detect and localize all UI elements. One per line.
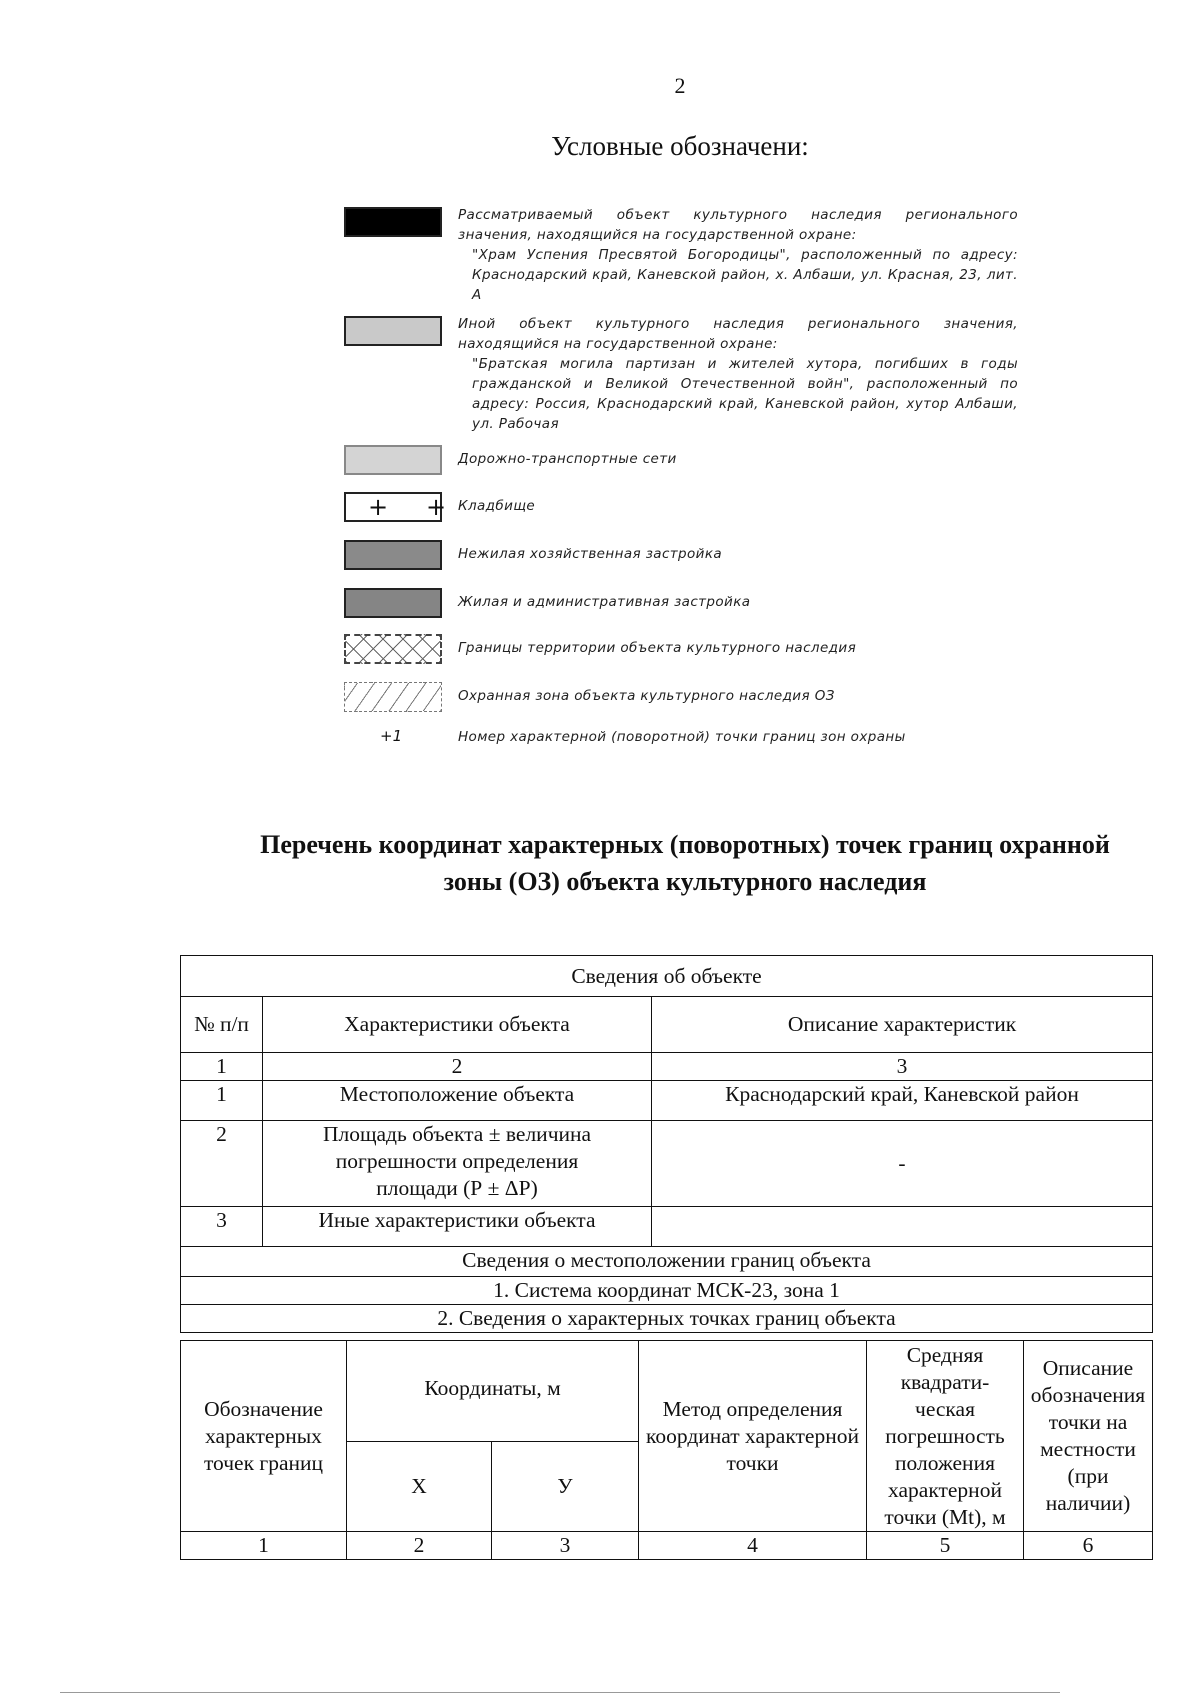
location-section-title: Сведения о местоположении границ объекта [181,1247,1153,1277]
table-row-number: 1 [181,1081,263,1121]
cross-icon: + [368,493,389,521]
legend-swatch-lightgray [344,316,442,346]
points-section-title: 2. Сведения о характерных точках границ объекта [181,1305,1153,1333]
legend-line: Иной объект культурного наследия регионального значения, находящийся на государственной охране: [458,316,1018,352]
legend-swatch-darkgray [344,540,442,570]
column-header-number: № п/п [181,997,263,1053]
column-header-description: Описание характеристик [652,997,1153,1053]
object-info-table [180,955,1153,1333]
legend-text [458,638,1018,658]
table-row-number: 2 [181,1121,263,1207]
legend-swatch-hatch [344,682,442,712]
legend-text [458,592,1018,612]
legend-swatch-road [344,445,442,475]
cross-icon: + [426,493,447,521]
legend-line: Границы территории объекта культурного наследия [458,640,857,656]
legend-text [458,727,1018,747]
legend-line: Номер характерной (поворотной) точки границ зон охраны [458,729,906,745]
table-row-number: 3 [181,1207,263,1247]
table-section-title: Сведения об объекте [181,956,1153,997]
page-number: 2 [674,73,686,98]
legend-swatch-darkgray2 [344,588,442,618]
column-index: 3 [492,1532,639,1560]
legend-text [458,449,1018,469]
table-row-characteristic: Местоположение объекта [263,1081,652,1121]
legend-text [458,205,1018,305]
column-header-error: Средняя квадрати-ческая погрешность положения характерной точки (Mt), м [867,1341,1024,1532]
coordinates-table [180,1340,1153,1560]
legend-line: Нежилая хозяйственная застройка [458,546,723,562]
column-header-method: Метод определения координат характерной точки [639,1341,867,1532]
legend-text [458,544,1018,564]
column-index: 3 [652,1053,1153,1081]
column-header-y: У [492,1442,639,1532]
column-header-characteristics: Характеристики объекта [263,997,652,1053]
legend-text [458,314,1018,434]
heading-line: Перечень координат характерных (поворотных) точек границ охранной [260,830,1110,859]
table-row-description: Краснодарский край, Каневской район [652,1081,1153,1121]
table-row-description: - [652,1121,1153,1207]
table-row-characteristic: Площадь объекта ± величина погрешности определения площади (Р ± ΔР) [263,1121,652,1207]
point-number-marker: +1 [380,727,403,745]
column-header-point-description: Описание обозначения точки на местности (при наличии) [1024,1341,1153,1532]
legend-swatch-crosshatch [344,634,442,664]
legend-line: Рассматриваемый объект культурного наследия регионального значения, находящийся на государственной охране: [458,207,1018,243]
column-index: 4 [639,1532,867,1560]
legend-text [458,496,1018,516]
legend-text [458,686,1018,706]
column-index: 6 [1024,1532,1153,1560]
table-row-characteristic: Иные характеристики объекта [263,1207,652,1247]
legend-line: Кладбище [458,498,536,514]
legend-line: Охранная зона объекта культурного наследия ОЗ [458,688,835,704]
legend-line: "Братская могила партизан и жителей хутора, погибших в годы гражданской и Великой Отечественной войн", расположенный по адресу: Россия, Краснодарский край, Каневской район, хутор Албаши, ул. Рабочая [472,356,1018,432]
heading-line: зоны (ОЗ) объекта культурного наследия [443,867,927,896]
legend-swatch-cemetery [344,492,447,522]
column-index: 1 [181,1532,347,1560]
column-header-x: X [347,1442,492,1532]
legend-swatch-black [344,207,442,237]
legend-line: "Храм Успения Пресвятой Богородицы", расположенный по адресу: Краснодарский край, Каневской район, х. Албаши, ул. Красная, 23, лит. А [472,247,1018,303]
column-header-coordinates: Координаты, м [347,1341,639,1442]
column-index: 2 [347,1532,492,1560]
column-index: 5 [867,1532,1024,1560]
legend-line: Жилая и административная застройка [458,594,751,610]
column-header-designation: Обозначение характерных точек границ [181,1341,347,1532]
document-heading [210,826,1160,900]
column-index: 2 [263,1053,652,1081]
table-row-description [652,1207,1153,1247]
column-index: 1 [181,1053,263,1081]
footer-divider [60,1692,1060,1693]
legend-line: Дорожно-транспортные сети [458,451,677,467]
legend-title: Условные обозначени: [551,131,809,161]
coordinate-system: 1. Система координат МСК-23, зона 1 [181,1277,1153,1305]
